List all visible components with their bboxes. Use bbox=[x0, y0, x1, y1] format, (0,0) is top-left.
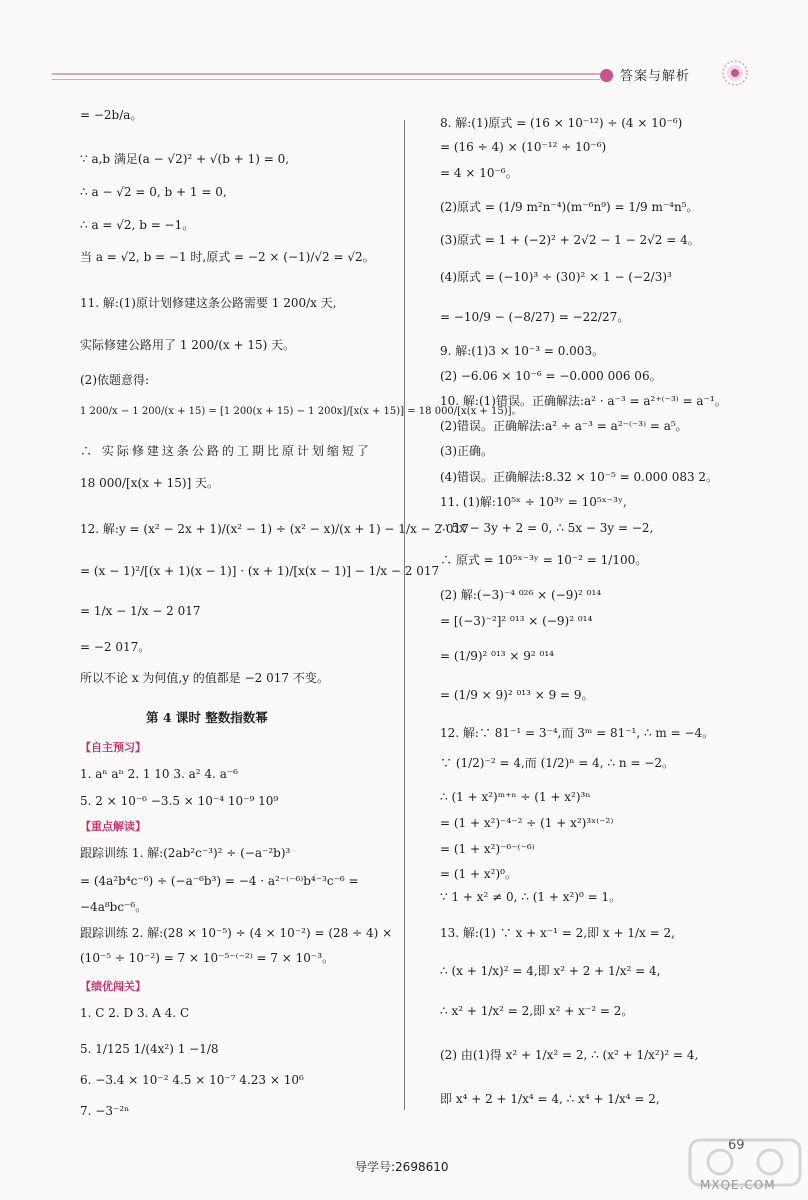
page-header-title: 答案与解析 bbox=[620, 69, 691, 84]
header-bullet-icon bbox=[600, 69, 613, 82]
text-line: (3)原式 = 1 + (−2)² + 2√2 − 1 − 2√2 = 4。 bbox=[440, 233, 700, 247]
text-line: 实际修建公路用了 1 200/(x + 15) 天。 bbox=[80, 338, 296, 352]
text-line: 12. 解:∵ 81⁻¹ = 3⁻⁴,而 3ᵐ = 81⁻¹, ∴ m = −4。 bbox=[440, 726, 715, 740]
section-tag: 【重点解读】 bbox=[80, 820, 146, 833]
text-line: 跟踪训练 1. 解:(2ab²c⁻³)² ÷ (−a⁻²b)³ bbox=[80, 846, 291, 860]
text-line: ∴ 实际修建这条公路的工期比原计划缩短了 bbox=[80, 444, 372, 458]
text-line: (2)依题意得: bbox=[80, 373, 150, 387]
header-rule-secondary bbox=[52, 79, 600, 80]
text-line: = 1/x − 1/x − 2 017 bbox=[80, 604, 201, 618]
text-line: = (16 ÷ 4) × (10⁻¹² ÷ 10⁻⁶) bbox=[440, 140, 607, 154]
section-tag: 【自主预习】 bbox=[80, 741, 146, 754]
text-line: (2) −6.06 × 10⁻⁶ = −0.000 006 06。 bbox=[440, 369, 662, 383]
text-line: ∵ 1 + x² ≠ 0, ∴ (1 + x²)⁰ = 1。 bbox=[440, 890, 622, 904]
text-line: 13. 解:(1) ∵ x + x⁻¹ = 2,即 x + 1/x = 2, bbox=[440, 926, 675, 940]
text-line: = (1 + x²)⁰。 bbox=[440, 867, 517, 881]
header-rule bbox=[52, 73, 600, 75]
text-line: = (x − 1)²/[(x + 1)(x − 1)] · (x + 1)/[x(x − 1)] − 1/x − 2 017 bbox=[80, 564, 440, 578]
text-line: = (1/9 × 9)² ⁰¹³ × 9 = 9。 bbox=[440, 688, 594, 702]
text-line: (10⁻⁵ ÷ 10⁻²) = 7 × 10⁻⁵⁻⁽⁻²⁾ = 7 × 10⁻³。 bbox=[80, 951, 335, 965]
text-line: = (1 + x²)⁻⁴⁻² ÷ (1 + x²)³ˣ⁽⁻²⁾ bbox=[440, 816, 614, 830]
text-line: ∴ x² + 1/x² = 2,即 x² + x⁻² = 2。 bbox=[440, 1004, 634, 1018]
text-line: 7. −3⁻²ⁿ bbox=[80, 1104, 130, 1118]
text-line: 1. C 2. D 3. A 4. C bbox=[80, 1006, 190, 1020]
text-line: = (1/9)² ⁰¹³ × 9² ⁰¹⁴ bbox=[440, 649, 554, 663]
text-line: ∵ 5x − 3y + 2 = 0, ∴ 5x − 3y = −2, bbox=[440, 521, 654, 535]
text-line: 1. aⁿ aⁿ 2. 1 10 3. a² 4. a⁻⁶ bbox=[80, 767, 238, 781]
text-line: 8. 解:(1)原式 = (16 × 10⁻¹²) ÷ (4 × 10⁻⁶) bbox=[440, 116, 683, 130]
text-line: = 4 × 10⁻⁶。 bbox=[440, 166, 518, 180]
text-line: = [(−3)⁻²]² ⁰¹³ × (−9)² ⁰¹⁴ bbox=[440, 614, 593, 628]
text-line: ∴ (1 + x²)ᵐ⁺ⁿ ÷ (1 + x²)³ⁿ bbox=[440, 790, 591, 804]
text-line: −4a⁸bc⁻⁶。 bbox=[80, 900, 148, 914]
watermark-text: MXQE.COM bbox=[700, 1178, 776, 1192]
text-line: = −10/9 − (−8/27) = −22/27。 bbox=[440, 310, 630, 324]
text-line: 11. (1)解:10⁵ˣ ÷ 10³ʸ = 10⁵ˣ⁻³ʸ, bbox=[440, 495, 627, 509]
text-line: 即 x⁴ + 2 + 1/x⁴ = 4, ∴ x⁴ + 1/x⁴ = 2, bbox=[440, 1092, 660, 1106]
text-line: ∴ a − √2 = 0, b + 1 = 0, bbox=[80, 185, 227, 199]
text-line: 5. 2 × 10⁻⁶ −3.5 × 10⁻⁴ 10⁻⁹ 10⁹ bbox=[80, 794, 279, 808]
text-line: ∴ 原式 = 10⁵ˣ⁻³ʸ = 10⁻² = 1/100。 bbox=[440, 553, 648, 567]
text-line: ∴ (x + 1/x)² = 4,即 x² + 2 + 1/x² = 4, bbox=[440, 964, 661, 978]
text-line: (2) 由(1)得 x² + 1/x² = 2, ∴ (x² + 1/x²)² = 4, bbox=[440, 1048, 699, 1062]
text-line: (2)原式 = (1/9 m²n⁻⁴)(m⁻⁶n⁹) = 1/9 m⁻⁴n⁵。 bbox=[440, 200, 699, 214]
page-number: 69 bbox=[728, 1138, 745, 1153]
text-line: 11. 解:(1)原计划修建这条公路需要 1 200/x 天, bbox=[80, 296, 337, 310]
section-title: 第 4 课时 整数指数幂 bbox=[146, 710, 268, 725]
text-line: (2) 解:(−3)⁻⁴ ⁰²⁶ × (−9)² ⁰¹⁴ bbox=[440, 588, 602, 602]
text-line: 所以不论 x 为何值,y 的值都是 −2 017 不变。 bbox=[80, 671, 329, 685]
text-line: = −2b/a。 bbox=[80, 108, 143, 122]
text-line: 12. 解:y = (x² − 2x + 1)/(x² − 1) ÷ (x² − x)/(x + 1) − 1/x − 2 017 bbox=[80, 522, 469, 536]
text-line: 18 000/[x(x + 15)] 天。 bbox=[80, 476, 220, 490]
text-line: ∵ (1/2)⁻² = 4,而 (1/2)ⁿ = 4, ∴ n = −2。 bbox=[440, 756, 674, 770]
text-line: ∵ a,b 满足(a − √2)² + √(b + 1) = 0, bbox=[80, 152, 290, 166]
header-logo-icon bbox=[720, 58, 750, 88]
text-line: ∴ a = √2, b = −1。 bbox=[80, 218, 195, 232]
column-divider bbox=[404, 120, 405, 1110]
footer-study-number: 导学号:2698610 bbox=[355, 1160, 449, 1174]
text-line: 5. 1/125 1/(4x²) 1 −1/8 bbox=[80, 1042, 219, 1056]
text-line: 6. −3.4 × 10⁻² 4.5 × 10⁻⁷ 4.23 × 10⁶ bbox=[80, 1073, 304, 1087]
text-line: = (4a²b⁴c⁻⁶) ÷ (−a⁻⁶b³) = −4 · a²⁻⁽⁻⁶⁾b⁴⁻³c⁻⁶ = bbox=[80, 874, 359, 888]
text-line: (4)错误。正确解法:8.32 × 10⁻⁵ = 0.000 083 2。 bbox=[440, 470, 719, 484]
section-tag: 【绩优闯关】 bbox=[80, 980, 146, 993]
text-line: 当 a = √2, b = −1 时,原式 = −2 × (−1)/√2 = √2。 bbox=[80, 250, 375, 264]
text-line: (2)错误。正确解法:a² ÷ a⁻³ = a²⁻⁽⁻³⁾ = a⁵。 bbox=[440, 419, 688, 433]
text-line: 9. 解:(1)3 × 10⁻³ = 0.003。 bbox=[440, 344, 605, 358]
text-line: (3)正确。 bbox=[440, 444, 493, 458]
text-line: 跟踪训练 2. 解:(28 × 10⁻⁵) ÷ (4 × 10⁻²) = (28 ÷ 4) × bbox=[80, 926, 393, 940]
text-line: (4)原式 = (−10)³ ÷ (30)² × 1 − (−2/3)³ bbox=[440, 270, 672, 284]
text-line: = (1 + x²)⁻⁶⁻⁽⁻⁶⁾ bbox=[440, 842, 535, 856]
text-line: = −2 017。 bbox=[80, 640, 151, 654]
text-line: 1 200/x − 1 200/(x + 15) = [1 200(x + 15) − 1 200x]/[x(x + 15)] = 18 000/[x(x + 15)]。 bbox=[80, 406, 522, 417]
text-line: 10. 解:(1)错误。正确解法:a² · a⁻³ = a²⁺⁽⁻³⁾ = a⁻¹。 bbox=[440, 394, 727, 408]
